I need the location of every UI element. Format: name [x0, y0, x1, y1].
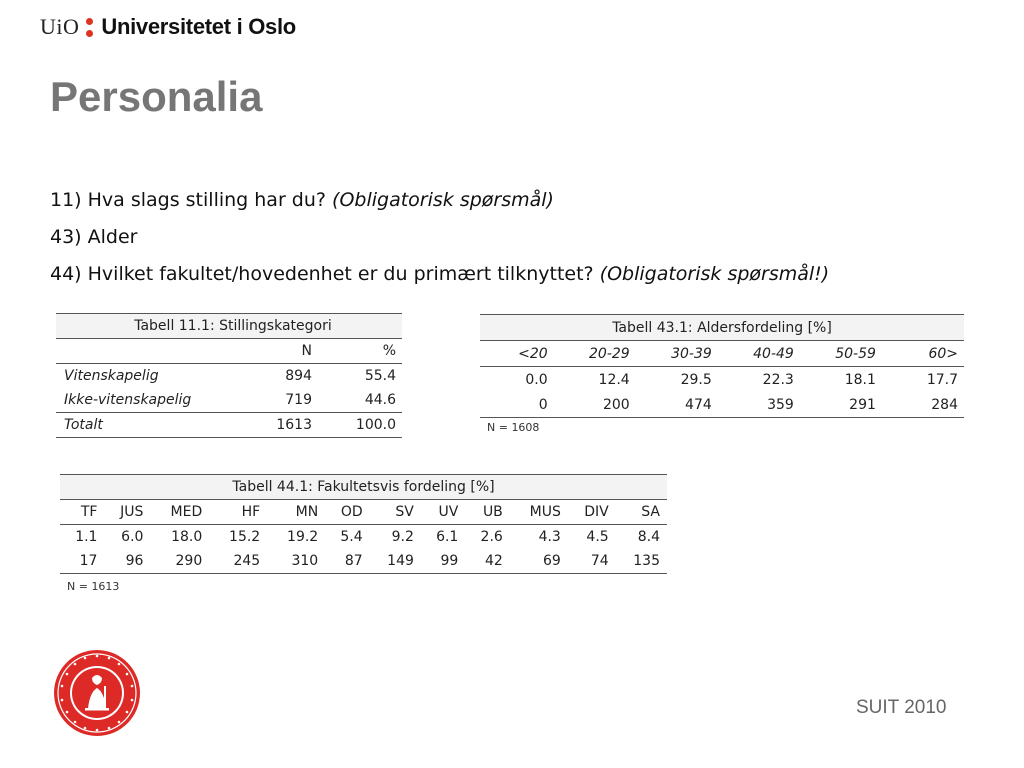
university-seal-icon: [52, 648, 142, 738]
table-header-row: <20 20-29 30-39 40-49 50-59 60>: [480, 341, 964, 367]
question-list: [50, 185, 829, 296]
logo-short: UiO: [40, 14, 80, 39]
table-row: 1.1 6.0 18.0 15.2 19.2 5.4 9.2 6.1 2.6 4.3 4.5 8.4: [75, 529, 660, 545]
table-row: 17 96 290 245 310 87 149 99 42 69 74 135: [60, 549, 667, 574]
table-fakultetsvis-fordeling: [60, 474, 667, 574]
table-note: N = 1608: [487, 421, 540, 434]
table-header-row: TF JUS MED HF MN OD SV UV UB MUS DIV SA: [60, 500, 667, 525]
table-row: Ikke-vitenskapelig 719 44.6: [64, 392, 396, 408]
table-aldersfordeling: [480, 314, 964, 418]
footer-label: SUIT 2010: [856, 697, 947, 718]
question-item: 43) Alder: [50, 226, 138, 248]
table-row: Vitenskapelig 894 55.4: [64, 368, 396, 384]
university-name: Universitetet i Oslo: [101, 14, 296, 39]
question-item: 44) Hvilket fakultet/hovedenhet er du primært tilknyttet? (Obligatorisk spørsmål!): [50, 263, 830, 285]
table-header-row: N %: [56, 339, 402, 364]
slide-title: Personalia: [50, 73, 263, 120]
table-total-row: Totalt 1613 100.0: [56, 413, 402, 438]
table-caption: Tabell 43.1: Aldersfordeling [%]: [480, 315, 964, 341]
table-row: 0.0 12.4 29.5 22.3 18.1 17.7: [525, 371, 958, 388]
question-item: 11) Hva slags stilling har du? (Obligatorisk spørsmål): [50, 189, 554, 211]
table-caption: Tabell 11.1: Stillingskategori: [56, 314, 402, 339]
table-caption: Tabell 44.1: Fakultetsvis fordeling [%]: [60, 475, 667, 500]
logo-colon-icon: [86, 18, 93, 37]
table-row: 0 200 474 359 291 284: [480, 392, 964, 418]
table-stillingskategori: [56, 313, 402, 438]
uio-logo: [40, 12, 296, 42]
table-note: N = 1613: [67, 580, 120, 593]
